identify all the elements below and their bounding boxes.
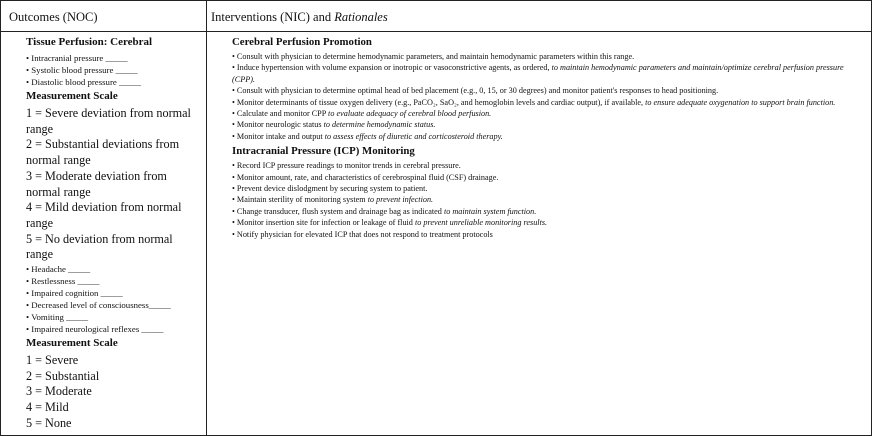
section-title-cerebral-perfusion: Cerebral Perfusion Promotion [232, 36, 372, 48]
intervention-item: • Monitor insertion site for infection or leakage of fluid to prevent unreliable monitoring results. [232, 217, 864, 228]
interventions-column [232, 35, 864, 240]
outcomes-column [26, 35, 202, 432]
table-header [1, 1, 871, 32]
intervention-item: • Consult with physician to determine hemodynamic parameters, and maintain hemodynamic parameters within this range. [232, 51, 864, 62]
scale-item: 5 = No deviation from normal range [26, 231, 173, 262]
symptom-item: • Headache _____ [26, 263, 202, 275]
symptom-item: • Decreased level of consciousness_____ [26, 299, 202, 311]
intervention-item: • Monitor intake and output to assess effects of diuretic and corticosteroid therapy. [232, 131, 864, 142]
scale-item: 4 = Mild [26, 400, 69, 415]
column-divider [206, 1, 207, 435]
indicator-item: • Intracranial pressure _____ [26, 52, 202, 64]
scale-item: 1 = Severe deviation from normal range [26, 106, 191, 136]
scale-item: 4 = Mild deviation from normal range [26, 200, 182, 230]
outcome-title: Tissue Perfusion: Cerebral [26, 36, 153, 48]
interventions-header: Interventions (NIC) and Rationales [211, 10, 388, 24]
measurement-scale-title: Measurement Scale [26, 337, 118, 350]
section-title-icp-monitoring: Intracranial Pressure (ICP) Monitoring [232, 145, 415, 158]
indicator-item: • Systolic blood pressure _____ [26, 64, 202, 76]
intervention-item: • Monitor determinants of tissue oxygen delivery (e.g., PaCO₂, SaO₂, and hemoglobin levels and cardiac output), if available, to ensure adequate oxygenation to support brain function. [232, 97, 864, 108]
measurement-scale-title: Measurement Scale [26, 90, 118, 102]
intervention-item: • Monitor neurologic status to determine hemodynamic status. [232, 119, 864, 130]
outcomes-header: Outcomes (NOC) [9, 10, 98, 24]
scale-item: 2 = Substantial deviations from normal range [26, 137, 180, 168]
intervention-item: • Calculate and monitor CPP to evaluate adequacy of cerebral blood perfusion. [232, 108, 864, 119]
intervention-item: • Prevent device dislodgment by securing system to patient. [232, 183, 864, 194]
symptom-item: • Impaired neurological reflexes _____ [26, 323, 202, 335]
symptom-item: • Vomiting _____ [26, 311, 202, 323]
scale-item: 1 = Severe [26, 353, 79, 368]
intervention-item: • Maintain sterility of monitoring system to prevent infection. [232, 194, 864, 205]
intervention-item: • Notify physician for elevated ICP that does not respond to treatment protocols [232, 229, 864, 240]
intervention-item: • Change transducer, flush system and drainage bag as indicated to maintain system function. [232, 206, 864, 217]
scale-item: 2 = Substantial [26, 368, 100, 383]
symptom-item: • Impaired cognition _____ [26, 287, 202, 299]
intervention-item: • Monitor amount, rate, and characteristics of cerebrospinal fluid (CSF) drainage. [232, 172, 864, 183]
scale-item: 3 = Moderate deviation from normal range [26, 168, 167, 199]
scale-item: 3 = Moderate [26, 384, 92, 399]
indicator-item: • Diastolic blood pressure _____ [26, 76, 202, 88]
intervention-item: • Record ICP pressure readings to monitor trends in cerebral pressure. [232, 160, 864, 171]
intervention-item: • Induce hypertension with volume expansion or inotropic or vasoconstrictive agents, as ordered, to maintain hemodynamic parameters and maintain/optimize cerebral perfusion pressure (CPP). [232, 62, 864, 85]
intervention-item: • Consult with physician to determine optimal head of bed placement (e.g., 0, 15, or 30 degrees) and monitor patient's responses to head positioning. [232, 85, 864, 96]
scale-item: 5 = None [26, 415, 72, 430]
symptom-item: • Restlessness _____ [26, 275, 202, 287]
